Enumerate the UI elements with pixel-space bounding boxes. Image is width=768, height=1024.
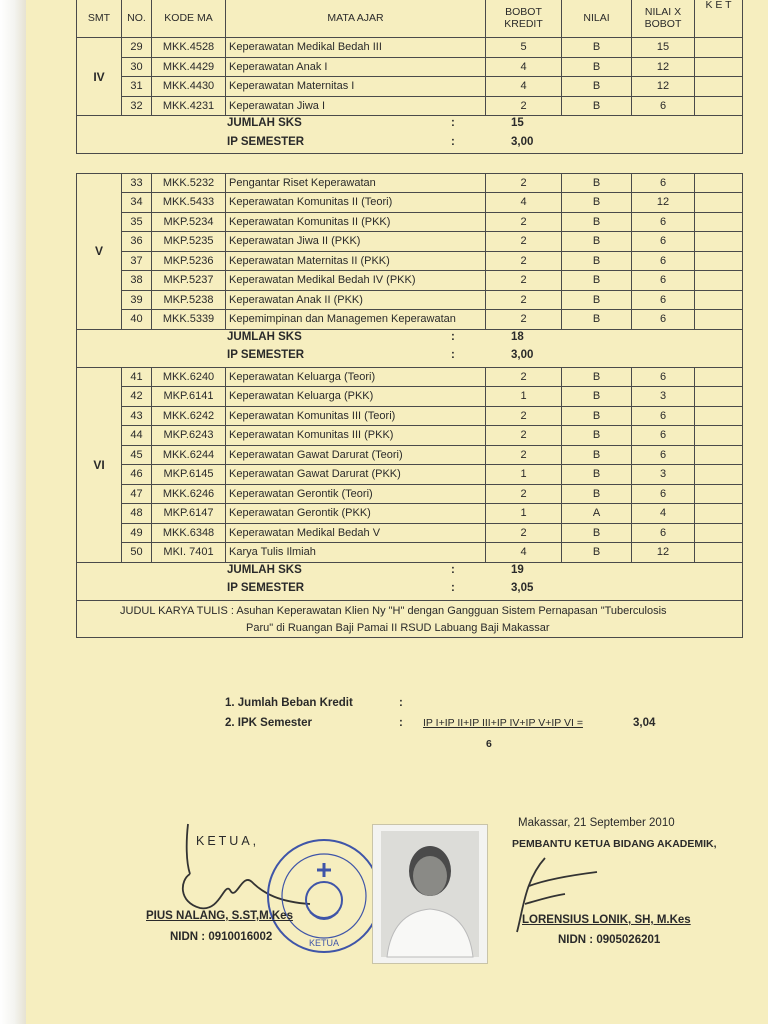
grades-body (77, 38, 743, 638)
row-number: 49 (122, 523, 152, 543)
course-name: Keperawatan Keluarga (PKK) (226, 387, 486, 407)
course-ket (695, 271, 743, 291)
course-weighted: 6 (632, 406, 695, 426)
table-row (77, 484, 743, 504)
table-row (77, 290, 743, 310)
summary-formula: IP I+IP II+IP III+IP IV+IP V+IP VI = (423, 717, 583, 729)
ip-semester-label: IP SEMESTER (227, 582, 305, 594)
jumlah-sks-value: 19 (511, 563, 524, 576)
course-ket (695, 193, 743, 213)
ip-semester-cell (77, 581, 743, 600)
summary-beban-kredit (225, 697, 403, 709)
jumlah-sks-row (77, 116, 743, 135)
judul-line1: : Asuhan Keperawatan Klien Ny "H" dengan Gangguan Sistem Pernapasan "Tuberculosis (230, 604, 667, 617)
table-row (77, 543, 743, 563)
ketua-nidn: NIDN : 0910016002 (170, 931, 273, 943)
judul-line2: Paru" di Ruangan Baji Pamai II RSUD Labuang Baji Makassar (246, 621, 550, 634)
course-name: Keperawatan Medikal Bedah IV (PKK) (226, 271, 486, 291)
course-code: MKP.5237 (152, 271, 226, 291)
row-number: 33 (122, 173, 152, 193)
course-code: MKK.5433 (152, 193, 226, 213)
course-credit: 1 (486, 465, 562, 485)
course-code: MKK.5232 (152, 173, 226, 193)
course-weighted: 12 (632, 57, 695, 77)
course-grade: B (562, 77, 632, 97)
summary-item2-label: 2. IPK Semester (225, 717, 312, 729)
course-weighted: 15 (632, 38, 695, 58)
summary-ipk (225, 717, 665, 729)
course-ket (695, 504, 743, 524)
course-name: Keperawatan Anak II (PKK) (226, 290, 486, 310)
judul-label: JUDUL KARYA TULIS (120, 604, 228, 617)
judul-cell (77, 600, 743, 637)
course-code: MKP.6145 (152, 465, 226, 485)
course-code: MKK.4430 (152, 77, 226, 97)
course-code: MKK.6244 (152, 445, 226, 465)
course-ket (695, 251, 743, 271)
table-row (77, 38, 743, 58)
course-credit: 2 (486, 271, 562, 291)
course-name: Keperawatan Komunitas II (PKK) (226, 212, 486, 232)
row-number: 46 (122, 465, 152, 485)
course-ket (695, 173, 743, 193)
course-credit: 2 (486, 406, 562, 426)
course-credit: 4 (486, 543, 562, 563)
course-code: MKP.5236 (152, 251, 226, 271)
course-name: Keperawatan Maternitas II (PKK) (226, 251, 486, 271)
ketua-name: PIUS NALANG, S.ST,M.Kes (146, 910, 293, 922)
course-weighted: 6 (632, 445, 695, 465)
course-code: MKP.6141 (152, 387, 226, 407)
course-code: MKP.6147 (152, 504, 226, 524)
row-number: 39 (122, 290, 152, 310)
course-grade: B (562, 367, 632, 387)
ip-semester-colon: : (451, 135, 455, 148)
table-row (77, 57, 743, 77)
ip-semester-row (77, 348, 743, 367)
row-number: 50 (122, 543, 152, 563)
summary-divisor: 6 (486, 738, 492, 750)
row-number: 36 (122, 232, 152, 252)
row-number: 41 (122, 367, 152, 387)
course-name: Keperawatan Maternitas I (226, 77, 486, 97)
course-weighted: 6 (632, 426, 695, 446)
jumlah-sks-label: JUMLAH SKS (227, 563, 302, 576)
jumlah-sks-value: 15 (511, 117, 524, 129)
course-grade: B (562, 543, 632, 563)
ip-semester-cell (77, 348, 743, 367)
course-ket (695, 387, 743, 407)
course-name: Keperawatan Gawat Darurat (Teori) (226, 445, 486, 465)
course-grade: B (562, 57, 632, 77)
course-name: Keperawatan Medikal Bedah V (226, 523, 486, 543)
course-code: MKI. 7401 (152, 543, 226, 563)
course-ket (695, 543, 743, 563)
course-weighted: 4 (632, 504, 695, 524)
course-code: MKK.4429 (152, 57, 226, 77)
course-grade: B (562, 310, 632, 330)
course-credit: 5 (486, 38, 562, 58)
course-credit: 2 (486, 367, 562, 387)
place-date: Makassar, 21 September 2010 (518, 817, 675, 829)
course-weighted: 6 (632, 523, 695, 543)
course-grade: B (562, 271, 632, 291)
course-ket (695, 38, 743, 58)
ketua-title: KETUA, (196, 834, 260, 848)
course-ket (695, 212, 743, 232)
table-row (77, 504, 743, 524)
table-row (77, 523, 743, 543)
semester-label: IV (77, 38, 122, 116)
header-mata-ajar: MATA AJAR (226, 0, 486, 38)
course-ket (695, 310, 743, 330)
course-code: MKK.6242 (152, 406, 226, 426)
course-credit: 2 (486, 212, 562, 232)
course-name: Karya Tulis Ilmiah (226, 543, 486, 563)
course-name: Keperawatan Keluarga (Teori) (226, 367, 486, 387)
course-weighted: 6 (632, 96, 695, 116)
course-grade: B (562, 232, 632, 252)
row-number: 31 (122, 77, 152, 97)
row-number: 44 (122, 426, 152, 446)
table-row (77, 96, 743, 116)
table-row (77, 445, 743, 465)
course-code: MKK.4231 (152, 96, 226, 116)
course-weighted: 6 (632, 310, 695, 330)
ip-semester-colon: : (451, 582, 455, 594)
header-nilai: NILAI (562, 0, 632, 38)
jumlah-sks-label: JUMLAH SKS (227, 330, 302, 343)
course-ket (695, 484, 743, 504)
course-ket (695, 77, 743, 97)
course-name: Keperawatan Gerontik (Teori) (226, 484, 486, 504)
course-credit: 2 (486, 96, 562, 116)
course-grade: B (562, 193, 632, 213)
course-ket (695, 57, 743, 77)
jumlah-sks-value: 18 (511, 330, 524, 343)
course-code: MKP.5235 (152, 232, 226, 252)
jumlah-sks-cell (77, 116, 743, 135)
course-grade: B (562, 445, 632, 465)
course-weighted: 6 (632, 271, 695, 291)
course-credit: 1 (486, 504, 562, 524)
course-name: Keperawatan Jiwa II (PKK) (226, 232, 486, 252)
ip-semester-row (77, 135, 743, 154)
course-code: MKP.5234 (152, 212, 226, 232)
course-ket (695, 445, 743, 465)
pembantu-name: LORENSIUS LONIK, SH, M.Kes (522, 914, 691, 926)
course-credit: 4 (486, 193, 562, 213)
table-row (77, 271, 743, 291)
ip-semester-value: 3,05 (511, 582, 534, 594)
course-name: Keperawatan Komunitas III (Teori) (226, 406, 486, 426)
ip-semester-colon: : (451, 349, 455, 361)
course-weighted: 12 (632, 77, 695, 97)
pembantu-signature (505, 850, 615, 940)
course-grade: B (562, 212, 632, 232)
course-name: Keperawatan Komunitas III (PKK) (226, 426, 486, 446)
table-row (77, 310, 743, 330)
summary-ipk-value: 3,04 (633, 717, 656, 729)
course-credit: 2 (486, 290, 562, 310)
course-name: Keperawatan Komunitas II (Teori) (226, 193, 486, 213)
student-photo (372, 824, 488, 964)
course-credit: 4 (486, 57, 562, 77)
course-credit: 2 (486, 232, 562, 252)
row-number: 35 (122, 212, 152, 232)
course-name: Kepemimpinan dan Managemen Keperawatan (226, 310, 486, 330)
course-credit: 2 (486, 426, 562, 446)
course-code: MKK.6240 (152, 367, 226, 387)
course-code: MKK.6246 (152, 484, 226, 504)
jumlah-sks-row (77, 329, 743, 348)
official-stamp (262, 834, 382, 954)
table-header-row (77, 0, 743, 38)
semester-label: V (77, 173, 122, 329)
jumlah-sks-row (77, 562, 743, 581)
table-row (77, 193, 743, 213)
header-bobot-kredit: BOBOT KREDIT (486, 0, 562, 38)
jumlah-sks-colon: : (451, 117, 455, 129)
student-portrait (373, 825, 487, 963)
course-ket (695, 367, 743, 387)
course-grade: B (562, 251, 632, 271)
ip-semester-value: 3,00 (511, 349, 534, 361)
header-smt: SMT (77, 0, 122, 38)
jumlah-sks-label: JUMLAH SKS (227, 117, 302, 129)
table-row (77, 212, 743, 232)
course-ket (695, 96, 743, 116)
course-code: MKK.6348 (152, 523, 226, 543)
course-name: Keperawatan Anak I (226, 57, 486, 77)
scan-margin (0, 0, 26, 1024)
course-credit: 2 (486, 445, 562, 465)
course-credit: 2 (486, 310, 562, 330)
row-number: 30 (122, 57, 152, 77)
row-number: 47 (122, 484, 152, 504)
course-grade: B (562, 290, 632, 310)
jumlah-sks-cell (77, 562, 743, 581)
course-weighted: 3 (632, 387, 695, 407)
course-grade: B (562, 465, 632, 485)
table-row (77, 251, 743, 271)
course-weighted: 6 (632, 173, 695, 193)
table-row (77, 173, 743, 193)
row-number: 32 (122, 96, 152, 116)
course-code: MKK.4528 (152, 38, 226, 58)
table-row (77, 77, 743, 97)
course-grade: B (562, 426, 632, 446)
ip-semester-label: IP SEMESTER (227, 349, 305, 361)
course-weighted: 6 (632, 290, 695, 310)
course-grade: B (562, 484, 632, 504)
row-number: 38 (122, 271, 152, 291)
row-number: 42 (122, 387, 152, 407)
course-name: Keperawatan Medikal Bedah III (226, 38, 486, 58)
row-number: 34 (122, 193, 152, 213)
course-credit: 2 (486, 484, 562, 504)
row-number: 29 (122, 38, 152, 58)
course-ket (695, 406, 743, 426)
table-row (77, 426, 743, 446)
course-code: MKP.6243 (152, 426, 226, 446)
header-nilai-x-bobot: NILAI X BOBOT (632, 0, 695, 38)
course-credit: 2 (486, 251, 562, 271)
course-weighted: 6 (632, 367, 695, 387)
stamp-label: KETUA (308, 938, 340, 948)
course-grade: A (562, 504, 632, 524)
table-row (77, 232, 743, 252)
ip-semester-value: 3,00 (511, 135, 534, 148)
course-grade: B (562, 173, 632, 193)
course-grade: B (562, 96, 632, 116)
course-name: Keperawatan Gawat Darurat (PKK) (226, 465, 486, 485)
course-weighted: 12 (632, 193, 695, 213)
table-row (77, 367, 743, 387)
header-kode: KODE MA (152, 0, 226, 38)
course-grade: B (562, 387, 632, 407)
course-weighted: 6 (632, 484, 695, 504)
course-name: Keperawatan Jiwa I (226, 96, 486, 116)
ip-semester-row (77, 581, 743, 600)
row-number: 37 (122, 251, 152, 271)
course-name: Keperawatan Gerontik (PKK) (226, 504, 486, 524)
summary-item2-colon: : (399, 717, 403, 729)
course-weighted: 3 (632, 465, 695, 485)
course-ket (695, 523, 743, 543)
course-weighted: 6 (632, 251, 695, 271)
row-number: 48 (122, 504, 152, 524)
summary-item1-colon: : (399, 697, 403, 709)
course-ket (695, 426, 743, 446)
row-number: 43 (122, 406, 152, 426)
jumlah-sks-colon: : (451, 330, 455, 343)
course-credit: 4 (486, 77, 562, 97)
header-no: NO. (122, 0, 152, 38)
judul-row (77, 600, 743, 637)
table-row (77, 406, 743, 426)
semester-label: VI (77, 367, 122, 562)
summary-item1-label: 1. Jumlah Beban Kredit (225, 697, 353, 709)
jumlah-sks-colon: : (451, 563, 455, 576)
course-credit: 2 (486, 523, 562, 543)
course-ket (695, 465, 743, 485)
course-grade: B (562, 38, 632, 58)
course-weighted: 6 (632, 232, 695, 252)
course-credit: 2 (486, 173, 562, 193)
course-code: MKP.5238 (152, 290, 226, 310)
grades-table (76, 0, 743, 638)
table-row (77, 387, 743, 407)
course-grade: B (562, 406, 632, 426)
course-grade: B (562, 523, 632, 543)
course-weighted: 12 (632, 543, 695, 563)
course-credit: 1 (486, 387, 562, 407)
table-gap (77, 154, 743, 174)
course-ket (695, 290, 743, 310)
course-name: Pengantar Riset Keperawatan (226, 173, 486, 193)
header-ket: K E T (695, 0, 743, 38)
row-number: 40 (122, 310, 152, 330)
pembantu-ketua-title: PEMBANTU KETUA BIDANG AKADEMIK, (512, 838, 717, 850)
row-number: 45 (122, 445, 152, 465)
ip-semester-cell (77, 135, 743, 154)
course-weighted: 6 (632, 212, 695, 232)
ip-semester-label: IP SEMESTER (227, 135, 305, 148)
pembantu-nidn: NIDN : 0905026201 (558, 934, 661, 946)
table-gap-cell (77, 154, 743, 174)
jumlah-sks-cell (77, 329, 743, 348)
course-code: MKK.5339 (152, 310, 226, 330)
table-row (77, 465, 743, 485)
course-ket (695, 232, 743, 252)
